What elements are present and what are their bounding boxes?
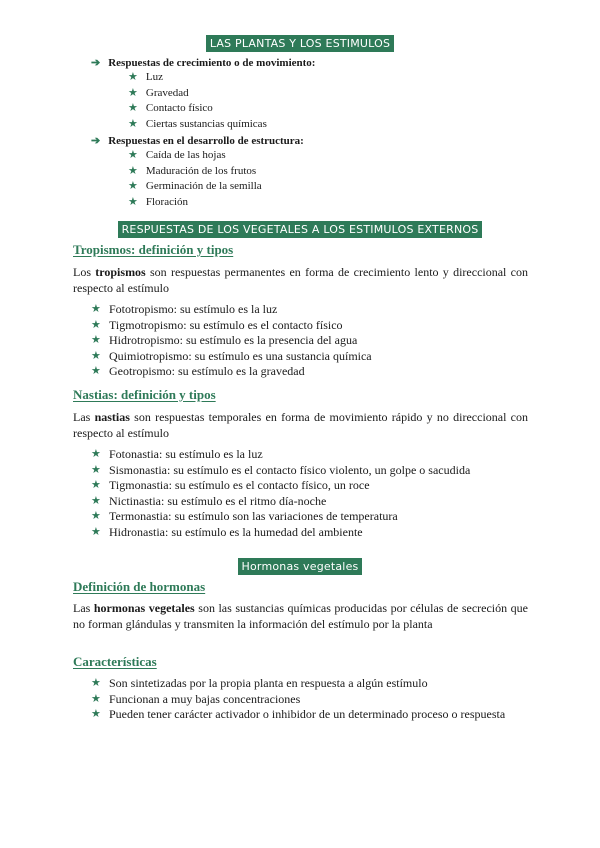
star-icon: ★ <box>91 318 101 331</box>
star-icon: ★ <box>91 677 101 689</box>
star-icon: ★ <box>91 479 101 491</box>
list-item <box>91 692 528 708</box>
star-icon: ★ <box>128 86 138 99</box>
list-item <box>91 494 528 510</box>
arrow-right-icon: ➔ <box>91 135 101 147</box>
list-item-text: Contacto físico <box>145 102 213 114</box>
group-title-text: Respuestas de crecimiento o de movimiento: <box>108 57 316 69</box>
title-banner-plantas <box>0 34 600 52</box>
list-item-text: Fototropismo: su estímulo es la luz <box>109 302 278 316</box>
list-item <box>128 86 267 102</box>
list-item-text: Gravedad <box>145 86 189 99</box>
para-text: son respuestas permanentes en forma de crecimiento lento y direccional con respecto al estímulo <box>73 265 528 295</box>
star-icon: ★ <box>128 180 138 192</box>
heading-definicion-hormonas: Definición de hormonas <box>73 579 206 594</box>
title-banner-hormonas <box>0 557 600 575</box>
list-item <box>91 318 528 334</box>
star-icon: ★ <box>91 708 101 720</box>
list-item <box>128 117 267 133</box>
list-item-text: Luz <box>145 71 163 83</box>
star-icon: ★ <box>128 102 138 114</box>
banner-text: LAS PLANTAS Y LOS ESTIMULOS <box>206 35 394 52</box>
star-icon: ★ <box>91 448 101 460</box>
list-item <box>91 447 528 463</box>
list-item <box>128 179 262 195</box>
list-item-text: Caída de las hojas <box>145 149 226 161</box>
list-item <box>91 463 528 479</box>
heading-nastias: Nastias: definición y tipos <box>73 387 216 402</box>
list-item-text: Tigmotropismo: su estímulo es el contacto físico <box>109 317 343 332</box>
list-item-text: Maduración de los frutos <box>145 164 257 177</box>
list-item <box>91 525 528 541</box>
para-text: son las sustancias químicas producidas por células de secreción que no forman glándulas y transmiten la información del estímulo por la planta <box>73 601 529 631</box>
list-crecimiento <box>128 70 267 132</box>
list-item-text: Funcionan a muy bajas concentraciones <box>109 691 301 706</box>
list-item <box>91 676 528 692</box>
list-item-text: Geotropismo: su estímulo es la gravedad <box>109 364 305 378</box>
list-item-text: Termonastia: su estímulo son las variaciones de temperatura <box>109 509 398 523</box>
heading-tropismos: Tropismos: definición y tipos <box>73 242 234 257</box>
list-item-text: Germinación de la semilla <box>145 180 262 192</box>
paragraph-nastias <box>73 409 528 441</box>
list-item <box>128 164 262 180</box>
star-icon: ★ <box>91 692 101 705</box>
list-item <box>91 478 528 494</box>
group-desarrollo-title <box>91 134 304 147</box>
star-icon: ★ <box>128 164 138 177</box>
list-item <box>128 70 267 86</box>
list-item <box>91 333 528 349</box>
list-item <box>91 364 528 380</box>
list-item-text: Hidrotropismo: su estímulo es la presencia del agua <box>109 333 358 347</box>
para-text: Los <box>73 265 96 279</box>
star-icon: ★ <box>91 303 101 315</box>
list-item <box>91 349 528 365</box>
list-item <box>91 302 528 318</box>
list-caracteristicas <box>91 676 528 723</box>
star-icon: ★ <box>91 494 101 507</box>
list-item-text: Nictinastia: su estímulo es el ritmo día-noche <box>109 493 327 508</box>
list-item-text: Pueden tener carácter activador o inhibidor de un determinado proceso o respuesta <box>109 707 506 721</box>
para-bold-term: tropismos <box>95 265 146 279</box>
para-text: Las <box>73 410 95 424</box>
list-tropismos <box>91 302 528 380</box>
list-item-text: Floración <box>145 195 189 208</box>
list-item <box>128 101 267 117</box>
star-icon: ★ <box>91 334 101 346</box>
star-icon: ★ <box>128 195 138 208</box>
para-bold-term: nastias <box>94 410 130 424</box>
list-item-text: Sismonastia: su estímulo es el contacto físico violento, un golpe o sacudida <box>109 462 471 477</box>
group-title-text: Respuestas en el desarrollo de estructura: <box>108 135 304 147</box>
star-icon: ★ <box>128 149 138 161</box>
list-item <box>91 509 528 525</box>
para-text: Las <box>73 601 94 615</box>
list-item-text: Fotonastia: su estímulo es la luz <box>109 447 263 461</box>
list-item-text: Son sintetizadas por la propia planta en respuesta a algún estímulo <box>109 676 428 690</box>
paragraph-tropismos <box>73 264 528 296</box>
list-item <box>128 195 262 211</box>
star-icon: ★ <box>91 463 101 476</box>
star-icon: ★ <box>128 71 138 83</box>
banner-text: Hormonas vegetales <box>238 558 363 575</box>
star-icon: ★ <box>91 349 101 362</box>
star-icon: ★ <box>91 365 101 377</box>
list-item <box>128 148 262 164</box>
list-item-text: Tigmonastia: su estímulo es el contacto físico, un roce <box>109 478 370 492</box>
para-bold-term: hormonas vegetales <box>93 601 195 615</box>
list-item-text: Quimiotropismo: su estímulo es una sustancia química <box>109 348 372 363</box>
title-banner-respuestas <box>0 220 600 238</box>
paragraph-hormonas <box>73 600 528 632</box>
banner-text: RESPUESTAS DE LOS VEGETALES A LOS ESTIMULOS EXTERNOS <box>118 221 483 238</box>
list-item <box>91 707 528 723</box>
star-icon: ★ <box>128 117 138 130</box>
list-item-text: Ciertas sustancias químicas <box>145 117 267 130</box>
arrow-right-icon: ➔ <box>91 57 101 69</box>
heading-caracteristicas: Características <box>73 654 157 669</box>
star-icon: ★ <box>91 525 101 538</box>
star-icon: ★ <box>91 510 101 522</box>
group-crecimiento-title <box>91 56 315 69</box>
list-nastias <box>91 447 528 540</box>
list-item-text: Hidronastia: su estímulo es la humedad del ambiente <box>109 524 363 539</box>
para-text: son respuestas temporales en forma de movimiento rápido y no direccional con respecto al estímulo <box>73 410 528 440</box>
list-desarrollo <box>128 148 262 210</box>
